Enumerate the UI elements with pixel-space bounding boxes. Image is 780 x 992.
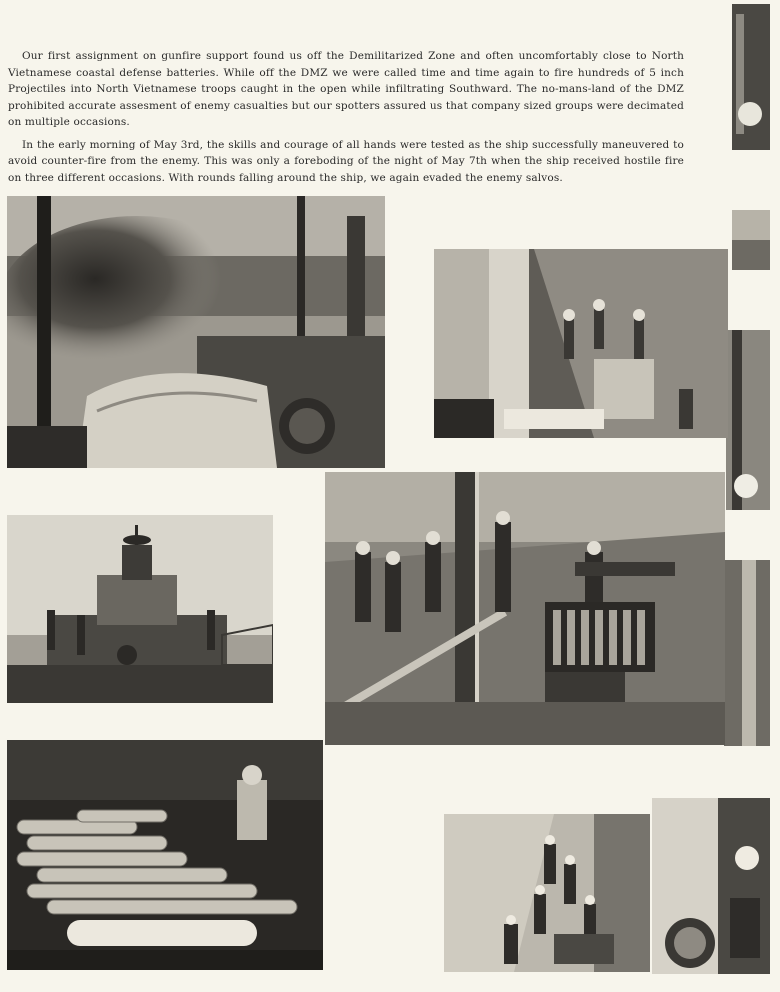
gun-firing-smoke-photo — [7, 196, 385, 468]
paragraph-1: Our first assignment on gunfire support found us off the Demilitarized Zone and often uncomfortably close to North Vietnamese coastal defense batteries. While off the DMZ we were called time and time again to fire hundreds of 5 inch Projectiles into North Vietnamese troops caught in the open while infiltrating Southward. The no-mans-land of the DMZ prohibited accurate assesment of enemy casualties but our spotters assured us that company sized groups were decimated on multiple occasions. — [8, 50, 684, 128]
crew-on-deck-photo — [444, 814, 650, 972]
bridge-window-photo — [652, 798, 770, 974]
edge-strip-right-3 — [724, 560, 770, 746]
edge-strip-top — [732, 4, 770, 150]
edge-strip-mid — [732, 210, 770, 270]
paragraph-2: In the early morning of May 3rd, the skills and courage of all hands were tested as the ship successfully maneuvered to avoid counter-fire from the enemy. This was only a foreboding of the night of May 7th when the ship received hostile fire on three different occasions. With rounds falling around the ship, we again evaded the enemy salvos. — [8, 138, 684, 184]
stacked-projectiles-photo — [7, 740, 323, 970]
ship-bridge-photo — [7, 515, 273, 703]
article-text — [8, 48, 684, 192]
deck-crew-ammo-photo — [434, 249, 728, 438]
edge-strip-right-2 — [726, 330, 770, 510]
crew-handling-ammo-pallets-photo — [325, 472, 725, 745]
